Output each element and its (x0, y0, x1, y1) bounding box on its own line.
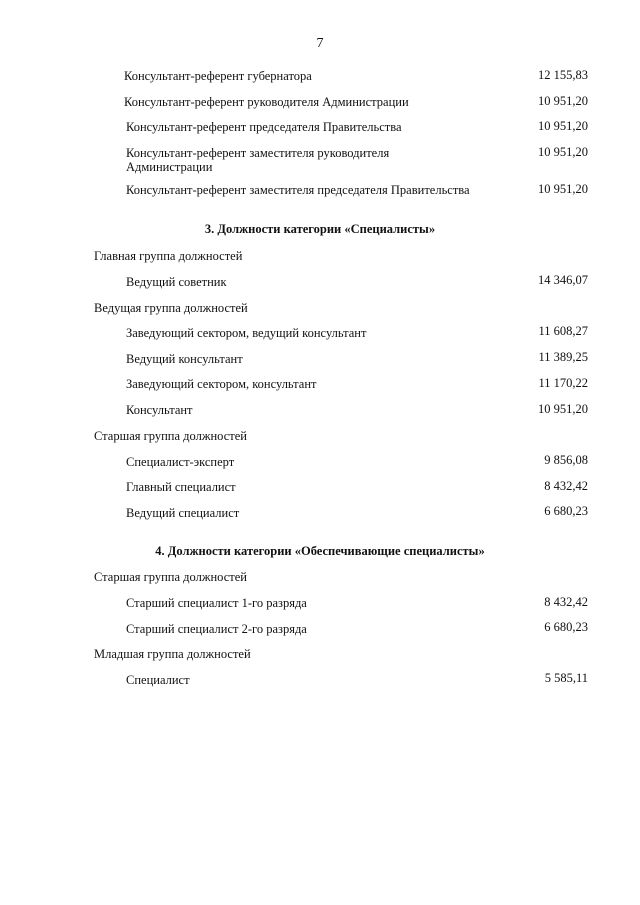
position-label: Консультант-референт руководителя Администрации (124, 95, 409, 109)
page-number: 7 (316, 36, 324, 51)
group-title: Старшая группа должностей (94, 429, 247, 443)
position-label: Консультант-референт председателя Правительства (126, 120, 402, 134)
salary-value: 8 432,42 (544, 595, 588, 609)
salary-value: 12 155,83 (538, 68, 588, 82)
position-label: Специалист-эксперт (126, 455, 235, 469)
group-title: Ведущая группа должностей (94, 301, 248, 315)
group-title: Главная группа должностей (94, 249, 243, 263)
position-label: Главный специалист (126, 480, 236, 494)
position-label: Специалист (126, 673, 190, 687)
position-label: Старший специалист 2-го разряда (126, 622, 307, 636)
position-label: Консультант (126, 403, 193, 417)
salary-value: 10 951,20 (538, 145, 588, 159)
salary-value: 10 951,20 (538, 182, 588, 196)
group-title: Младшая группа должностей (94, 647, 251, 661)
salary-value: 6 680,23 (544, 620, 588, 634)
position-label: Ведущий консультант (126, 352, 243, 366)
salary-value: 6 680,23 (544, 504, 588, 518)
position-label: Консультант-референт губернатора (124, 69, 312, 83)
position-label: Старший специалист 1-го разряда (126, 596, 307, 610)
position-label: Консультант-референт заместителя председателя Правительства (126, 183, 470, 197)
salary-value: 11 170,22 (538, 376, 588, 390)
salary-value: 5 585,11 (544, 671, 588, 685)
salary-value: 8 432,42 (544, 479, 588, 493)
salary-value: 10 951,20 (538, 94, 588, 108)
section-heading: 3. Должности категории «Специалисты» (204, 222, 436, 236)
salary-value: 10 951,20 (538, 119, 588, 133)
position-label: Консультант-референт заместителя руководителя Администрации (126, 146, 390, 174)
salary-value: 14 346,07 (538, 273, 588, 287)
salary-value: 11 389,25 (538, 350, 588, 364)
salary-value: 10 951,20 (538, 402, 588, 416)
group-title: Старшая группа должностей (94, 570, 247, 584)
position-label: Ведущий специалист (126, 506, 240, 520)
position-label: Ведущий советник (126, 275, 227, 289)
position-label: Заведующий сектором, ведущий консультант (126, 326, 367, 340)
salary-value: 11 608,27 (538, 324, 588, 338)
position-label: Заведующий сектором, консультант (126, 377, 317, 391)
section-heading: 4. Должности категории «Обеспечивающие специалисты» (155, 544, 485, 558)
salary-value: 9 856,08 (544, 453, 588, 467)
